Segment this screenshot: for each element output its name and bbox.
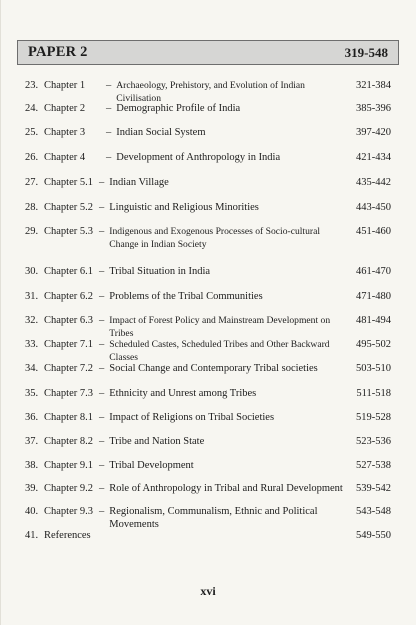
toc-entry — [25, 225, 391, 251]
toc-entry — [25, 176, 391, 189]
entry-dash: – — [99, 388, 105, 399]
entry-number: 38. — [25, 460, 39, 471]
entry-title: Impact of Religions on Tribal Societies — [109, 412, 275, 423]
entry-number: 36. — [25, 412, 39, 423]
entry-pages: 435-442 — [356, 177, 391, 188]
entry-pages: 503-510 — [356, 363, 391, 374]
section-page-range: 319-548 — [344, 44, 388, 60]
entry-pages: 397-420 — [356, 127, 391, 138]
entry-chapter: Chapter 7.1 — [44, 339, 93, 350]
entry-pages: 421-434 — [356, 152, 391, 163]
entry-number: 23. — [25, 80, 39, 91]
entry-chapter: Chapter 8.1 — [44, 412, 93, 423]
entry-dash: – — [99, 436, 105, 447]
entry-dash: – — [99, 266, 105, 277]
toc-entry — [25, 387, 391, 400]
entry-number: 35. — [25, 388, 39, 399]
entry-title: Scheduled Castes, Scheduled Tribes and Other Backward Classes — [109, 339, 330, 363]
entry-chapter: Chapter 4 — [44, 152, 86, 163]
entry-title: Tribe and Nation State — [109, 436, 205, 447]
entry-chapter: Chapter 1 — [44, 80, 86, 91]
entry-title: Tribal Situation in India — [109, 266, 211, 277]
entry-title: Indigenous and Exogenous Processes of Socio-cultural Change in Indian Society — [109, 226, 321, 250]
entry-dash: – — [99, 202, 105, 213]
entry-pages: 321-384 — [356, 80, 391, 91]
entry-dash: – — [99, 291, 105, 302]
entry-pages: 527-538 — [356, 460, 391, 471]
entry-dash: – — [99, 460, 105, 471]
entry-chapter: Chapter 9.2 — [44, 483, 93, 494]
entry-chapter: Chapter 6.1 — [44, 266, 93, 277]
entry-number: 29. — [25, 226, 39, 237]
entry-chapter: Chapter 6.3 — [44, 315, 93, 326]
entry-number: 41. — [25, 530, 39, 541]
entry-number: 28. — [25, 202, 39, 213]
entry-number: 37. — [25, 436, 39, 447]
entry-title: Problems of the Tribal Communities — [109, 291, 263, 302]
toc-entry — [25, 126, 391, 139]
entry-title: Indian Social System — [116, 127, 206, 138]
toc-entry — [25, 151, 391, 164]
entry-title: Archaeology, Prehistory, and Evolution of Indian Civilisation — [116, 80, 305, 104]
entry-number: 25. — [25, 127, 39, 138]
entry-number: 32. — [25, 315, 39, 326]
entry-title: Role of Anthropology in Tribal and Rural Development — [109, 483, 343, 494]
entry-chapter: Chapter 8.2 — [44, 436, 93, 447]
entry-pages: 451-460 — [356, 226, 391, 237]
entry-dash: – — [99, 412, 105, 423]
entry-pages: 443-450 — [356, 202, 391, 213]
entry-number: 31. — [25, 291, 39, 302]
entry-dash: – — [99, 363, 105, 374]
toc-entry — [25, 338, 391, 364]
entry-chapter: Chapter 9.3 — [44, 506, 93, 517]
toc-entry — [25, 529, 391, 542]
entry-number: 34. — [25, 363, 39, 374]
entry-chapter: Chapter 7.3 — [44, 388, 93, 399]
entry-chapter: Chapter 9.1 — [44, 460, 93, 471]
entry-title: Linguistic and Religious Minorities — [109, 202, 259, 213]
entry-title: Impact of Forest Policy and Mainstream Development on Tribes — [109, 315, 331, 339]
entry-dash: – — [99, 506, 105, 517]
entry-chapter: Chapter 5.1 — [44, 177, 93, 188]
entry-number: 30. — [25, 266, 39, 277]
toc-entry — [25, 411, 391, 424]
entry-number: 24. — [25, 103, 39, 114]
entry-dash: – — [99, 315, 105, 326]
entry-pages: 471-480 — [356, 291, 391, 302]
entry-chapter: Chapter 5.3 — [44, 226, 93, 237]
entry-pages: 519-528 — [356, 412, 391, 423]
entry-title: Indian Village — [109, 177, 169, 188]
entry-title: Tribal Development — [109, 460, 194, 471]
entry-title: Demographic Profile of India — [116, 103, 241, 114]
entry-dash: – — [99, 483, 105, 494]
entry-chapter: Chapter 2 — [44, 103, 86, 114]
toc-entry — [25, 265, 391, 278]
toc-entry — [25, 102, 391, 115]
entry-pages: 495-502 — [356, 339, 391, 350]
entry-number: 26. — [25, 152, 39, 163]
entry-dash: – — [106, 127, 112, 138]
entry-dash: – — [99, 177, 105, 188]
entry-pages: 511-518 — [356, 388, 391, 399]
entry-pages: 385-396 — [356, 103, 391, 114]
toc-entry — [25, 505, 391, 531]
entry-dash: – — [106, 152, 112, 163]
entry-dash: – — [106, 103, 112, 114]
entry-pages: 481-494 — [356, 315, 391, 326]
entry-number: 40. — [25, 506, 39, 517]
toc-entry — [25, 459, 391, 472]
entry-chapter: Chapter 3 — [44, 127, 86, 138]
toc-entry — [25, 201, 391, 214]
entry-dash: – — [99, 226, 105, 237]
toc-entry — [25, 314, 391, 340]
page-number: xvi — [200, 584, 216, 598]
entry-number: 39. — [25, 483, 39, 494]
entry-pages: 523-536 — [356, 436, 391, 447]
entry-chapter: Chapter 5.2 — [44, 202, 93, 213]
entry-title: Regionalism, Communalism, Ethnic and Political Movements — [109, 506, 318, 530]
toc-entry — [25, 482, 391, 495]
entry-pages: 549-550 — [356, 530, 391, 541]
entry-chapter: Chapter 6.2 — [44, 291, 93, 302]
entry-pages: 539-542 — [356, 483, 391, 494]
entry-dash: – — [106, 80, 112, 91]
entry-pages: 461-470 — [356, 266, 391, 277]
entry-title: Ethnicity and Unrest among Tribes — [109, 388, 257, 399]
toc-entry — [25, 435, 391, 448]
entry-chapter: References — [44, 530, 91, 541]
toc-entry — [25, 362, 391, 375]
toc-entry — [25, 290, 391, 303]
entry-number: 27. — [25, 177, 39, 188]
entry-chapter: Chapter 7.2 — [44, 363, 93, 374]
entry-dash: – — [99, 339, 105, 350]
entry-title: Social Change and Contemporary Tribal societies — [109, 363, 318, 374]
entry-title: Development of Anthropology in India — [116, 152, 281, 163]
entry-pages: 543-548 — [356, 506, 391, 517]
section-title: PAPER 2 — [28, 44, 88, 60]
entry-number: 33. — [25, 339, 39, 350]
